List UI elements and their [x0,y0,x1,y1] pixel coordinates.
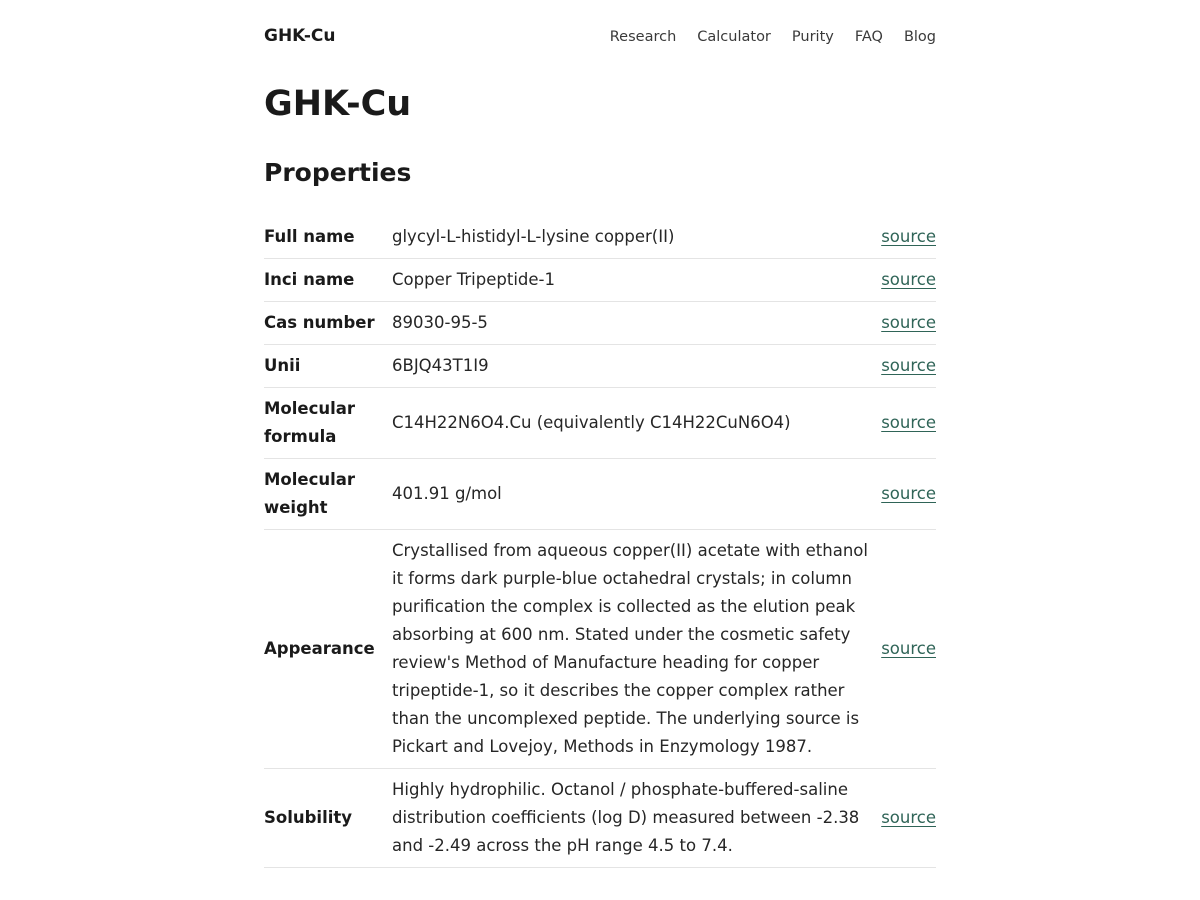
property-row [264,259,936,302]
property-row [264,345,936,388]
nav-faq[interactable]: FAQ [854,29,883,45]
nav-calculator[interactable]: Calculator [697,29,771,45]
main-nav [610,29,936,45]
property-row [264,388,936,459]
property-value: Copper Tripeptide-1 [392,259,881,302]
nav-blog[interactable]: Blog [903,29,936,45]
site-header [264,0,936,76]
property-row [264,216,936,259]
source-link[interactable]: source [881,313,936,332]
property-key: Solubility [264,769,392,868]
page-title: GHK-Cu [264,84,412,124]
property-row [264,530,936,769]
section-title: Properties [264,158,412,187]
property-key: Appearance [264,530,392,769]
property-key: Cas number [264,302,392,345]
property-value: 6BJQ43T1I9 [392,345,881,388]
source-link[interactable]: source [881,639,936,658]
brand-link[interactable]: GHK-Cu [264,26,336,46]
source-link[interactable]: source [881,484,936,503]
property-key: Unii [264,345,392,388]
nav-purity[interactable]: Purity [791,29,834,45]
properties-table [264,216,936,868]
property-key: Molecular weight [264,459,392,530]
nav-research[interactable]: Research [609,29,677,45]
source-link[interactable]: source [881,270,936,289]
property-value: 89030-95-5 [392,302,881,345]
source-link[interactable]: source [881,413,936,432]
property-row [264,302,936,345]
property-value: Highly hydrophilic. Octanol / phosphate-buffered-saline distribution coefficients (log D) measured between -2.38 and -2.49 across the pH range 4.5 to 7.4. [392,769,881,868]
property-key: Inci name [264,259,392,302]
property-value: C14H22N6O4.Cu (equivalently C14H22CuN6O4) [392,388,881,459]
property-value: glycyl-L-histidyl-L-lysine copper(II) [392,216,881,259]
property-key: Molecular formula [264,388,392,459]
property-row [264,769,936,868]
property-key: Full name [264,216,392,259]
page-container [264,0,936,855]
property-value: Crystallised from aqueous copper(II) acetate with ethanol it forms dark purple-blue octahedral crystals; in column purification the complex is collected as the elution peak absorbing at 600 nm. Stated under the cosmetic safety review's Method of Manufacture heading for copper tripeptide-1, so it describes the copper complex rather than the uncomplexed peptide. The underlying source is Pickart and Lovejoy, Methods in Enzymology 1987. [392,530,881,769]
source-link[interactable]: source [881,356,936,375]
property-value: 401.91 g/mol [392,459,881,530]
property-row [264,459,936,530]
source-link[interactable]: source [881,808,936,827]
source-link[interactable]: source [881,227,936,246]
